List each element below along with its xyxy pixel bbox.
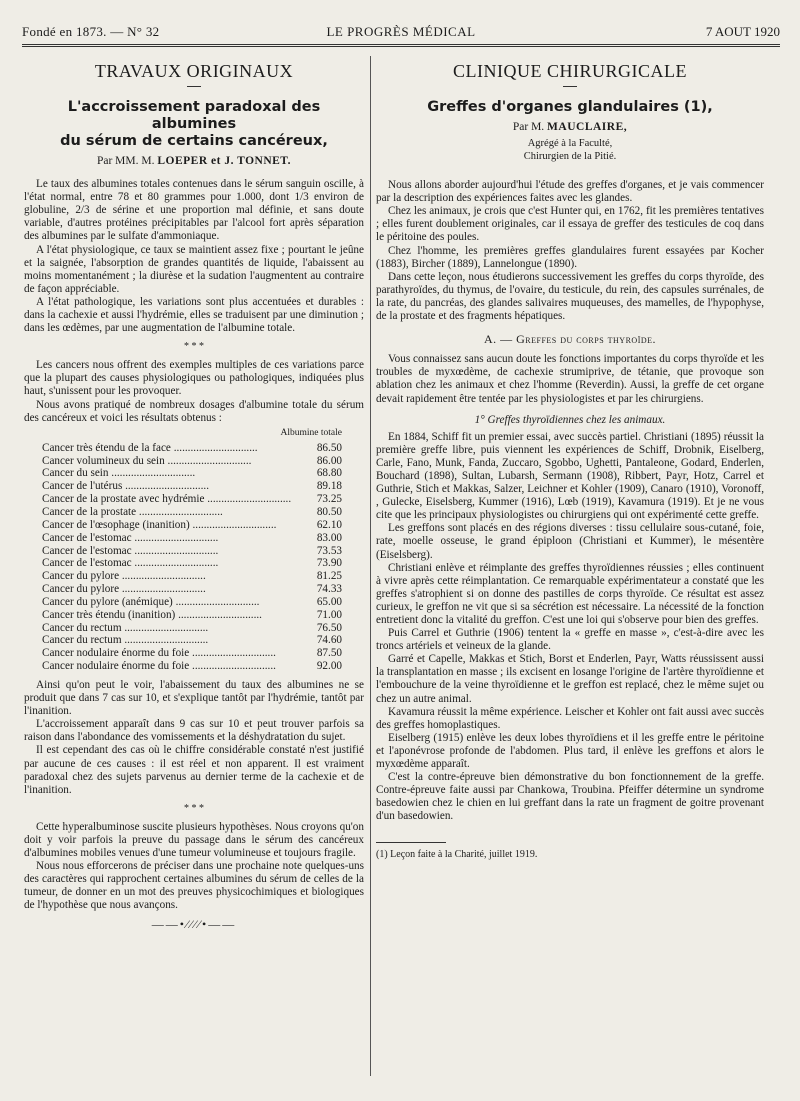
article-title: Greffes d'organes glandulaires (1), [427,99,713,115]
table-row [42,660,342,673]
paragraph: Nous allons aborder aujourd'hui l'étude des greffes d'organes, et je vais commencer par la description des expériences faites avec les glandes. [376,179,764,205]
subsection-heading-2-text: 1° Greffes thyroïdiennes chez les animaux. [474,413,666,426]
table-row [42,634,342,647]
left-column [24,56,364,932]
paragraph: L'accroissement apparaît dans 9 cas sur 10 et peut trouver parfois sa raison dans l'abondance des vomissements et la déshydratation du sujet. [24,718,364,744]
row-value: 68.80 [316,467,342,480]
paragraph: Cette hyperalbuminose suscite plusieurs hypothèses. Nous croyons qu'on doit y voir parfois la preuve du passage dans le sérum des cancéreux d'albumines mobiles venues d'une tumeur volumineuse et toujours fragile. [24,820,364,859]
row-label: Cancer volumineux du sein .............................. [42,454,252,467]
header-date: 7 AOUT 1920 [705,24,780,39]
row-value: 87.50 [316,647,342,660]
header-founding-issue: Fondé en 1873. — N° 32 [22,24,160,39]
table-row [42,570,342,583]
row-label: Cancer de l'estomac .............................. [42,557,219,570]
authors-names: LOEPER et J. TONNET. [157,155,292,167]
row-value: 89.18 [316,480,342,493]
row-value: 80.50 [316,506,342,518]
paragraph: Il est cependant des cas où le chiffre considérable constaté n'est justifié par aucune de ces causes : il est réel et non apparent. Il est vraiment paradoxal chez des sujets parvenus au dernier terme de la cachexie et de l'inanition. [24,744,364,796]
paragraph: Le taux des albumines totales contenues dans le sérum sanguin oscille, à l'état normal, entre 78 et 80 grammes pour 1.000, dont 1/3 environ de globuline, 2/3 de sérine et une proportion mal définie, et sans doute variable, d'autres protéines précipitables par l'alcool fort après séparation des albumines par le sulfate d'ammoniaque. [24,178,364,243]
row-label: Cancer de l'œsophage (inanition) .............................. [42,518,277,531]
table-row [42,493,342,506]
row-label: Cancer de l'utérus .............................. [42,480,209,493]
subsection-heading-2 [376,414,764,427]
row-value: 76.50 [316,621,342,634]
table-row [42,545,342,558]
row-value: 74.33 [316,583,342,596]
table-row [42,557,342,570]
author-name: MAUCLAIRE, [547,121,628,133]
footnote: (1) Leçon faite à la Charité, juillet 1919. [376,848,538,860]
paragraph: A l'état physiologique, ce taux se maintient assez fixe ; pourtant le jeûne et la saignée, l'absorption de grandes quantités de liquide, l'abaissent au moins momentanément ; la diurèse et la sudation l'augmentent au contraire de façon appréciable. [24,243,364,295]
row-value: 86.00 [316,454,342,467]
authors-prefix: Par MM. M. [96,155,155,167]
paragraph: En 1884, Schiff fit un premier essai, avec succès partiel. Christiani (1895) réussit la première greffe libre, puis viennent les expériences de Schiff, Drobnik, Eiselberg, Carle, Fano, Munk, Fanda, Zuccaro, Sgobbo, Ughetti, Pantaleone, Godard, Enderlen, Bouchard (1898), Sultan, Lubarsh, Sermann (1908), Ribbert, Payr, Hotz, Carrel et Guthrie, Stich et Makkas, Salzer, Leichner et Kohler (1909), Canaro (1910), Voronoff, , Gulecke, Eiselsberg, Kummer (1916), Lœb (1919), Kavamura (1919). Et je ne vous cite que les principaux physiologistes ou chirurgiens qui ont expérimenté cette greffe. [376,430,764,522]
paragraph: Kavamura réussit la même expérience. Leischer et Kohler ont fait aussi avec succès des greffes homoplastiques. [376,705,764,731]
asterism: * * * [184,802,204,814]
paragraph: Garré et Capelle, Makkas et Stich, Borst et Enderlen, Payr, Watts réussissent aussi la transplantation en masse ; ils excisent en losange l'origine de l'artère thyroïdienne et l'embouchure de la veine thyroïdienne et le greffon est replacé, chez le même sujet ou chez un autre animal. [376,653,764,705]
row-value: 92.00 [316,660,342,673]
author-affiliation-2: Chirurgien de la Pitié. [523,150,617,162]
row-label: Cancer du pylore .............................. [42,583,206,596]
section-title-clinique: CLINIQUE CHIRURGICALE [453,61,687,81]
row-value: 73.25 [316,493,342,506]
row-label: Cancer du pylore .............................. [42,570,206,583]
row-label: Cancer nodulaire énorme du foie .............................. [42,660,276,673]
title-dash [187,86,201,87]
table-row [42,532,342,545]
column-divider [370,56,371,1076]
paragraph: C'est la contre-épreuve bien démonstrative du bon fonctionnement de la greffe. Contre-épreuve faite aussi par Chankowa, Troubina. Pfeiffer détermine un syndrome basedowien chez le chien en lui greffant dans la rate un fragment de goitre provenant d'un basedowien. [376,771,764,823]
paragraph: Puis Carrel et Guthrie (1906) tentent la « greffe en masse », c'est-à-dire avec les troncs artériels et veineux de la glande. [376,627,764,653]
table-column-header: Albumine totale [280,427,342,438]
row-value: 73.90 [316,557,342,570]
header-rule [22,44,780,47]
table-row [42,622,342,635]
subsection-heading [376,333,764,347]
end-ornament: ——•⁄⁄⁄⁄•—— [151,917,237,932]
table-row [42,519,342,532]
row-value: 81.25 [316,570,342,583]
table-row [42,467,342,480]
row-label: Cancer de l'estomac .............................. [42,531,219,544]
row-value: 62.10 [316,518,342,531]
subsection-heading-text: A. — Greffes du corps thyroïde. [483,332,657,347]
row-label: Cancer du rectum .............................. [42,621,209,634]
article-author [376,121,764,134]
right-column [376,56,764,861]
row-value: 73.53 [316,544,342,557]
running-header [22,24,780,44]
author-prefix: Par M. [512,121,545,133]
row-label: Cancer du pylore (anémique) .............................. [42,595,260,608]
header-journal-title: LE PROGRÈS MÉDICAL [326,24,476,39]
row-value: 65.00 [316,595,342,608]
table-row [42,455,342,468]
row-label: Cancer de l'estomac .............................. [42,544,219,557]
table-row [42,647,342,660]
table-row [42,596,342,609]
article-title-line-1: L'accroissement paradoxal des albumines [67,99,321,132]
row-value: 74.60 [316,634,342,647]
table-row [42,583,342,596]
paragraph: Chez les animaux, je crois que c'est Hunter qui, en 1762, fit les premières tentatives ; elles furent doublement originales, car il essaya de greffer des testicules de coq dans le péritoine des poules. [376,205,764,244]
row-label: Cancer de la prostate .............................. [42,506,223,518]
paragraph: Eiselberg (1915) enlève les deux lobes thyroïdiens et il les greffe entre le péritoine et l'aponévrose profonde de l'abdomen. Plus tard, il enlève les greffons et alors le myxœdème apparaît. [376,731,764,771]
paragraph: Les greffons sont placés en des régions diverses : tissu cellulaire sous-cutané, foie, rate, moelle osseuse, le grand épiploon (Christiani et Kummer), le mésentère (Eiselsberg). [376,522,764,561]
article-title-line-2: du sérum de certains cancéreux, [60,133,328,149]
row-label: Cancer très étendu de la face .............................. [42,441,258,454]
paragraph: Dans cette leçon, nous étudierons successivement les greffes du corps thyroïde, des parathyroïdes, du thymus, de l'ovaire, du testicule, du rein, des capsules surrénales, de la rate, du pancréas, des glandes salivaires muqueuses, des mamelles, de l'hypophyse, de la prostate et des fragments hépatiques. [376,270,764,323]
table-row [42,506,342,519]
albumin-table [42,442,342,673]
paragraph: Vous connaissez sans aucun doute les fonctions importantes du corps thyroïde et les troubles de myxœdème, de cachexie strumiprive, de tétanie, que provoque son ablation chez les animaux et chez l'homme (Reverdin). Aussi, la greffe de cet organe devait rapidement être tentée par les physiologistes et par les chirurgiens. [376,353,764,405]
row-label: Cancer du sein .............................. [42,467,196,480]
row-label: Cancer de la prostate avec hydrémie .............................. [42,493,292,506]
table-row [42,609,342,622]
table-row [42,442,342,455]
row-value: 71.00 [316,608,342,621]
paragraph: Nous avons pratiqué de nombreux dosages d'albumine totale du sérum des cancéreux et voici les résultats obtenus : [24,398,364,424]
section-title-travaux: TRAVAUX ORIGINAUX [94,61,294,81]
table-row [42,480,342,493]
row-value: 83.00 [316,531,342,544]
paragraph: A l'état pathologique, les variations sont plus accentuées et durables : dans la cachexie et aussi l'hydrémie, elles se traduisent par une diminution ; dans les œdèmes, par une augmentation de l'albumine totale. [24,295,364,335]
paragraph: Ainsi qu'on peut le voir, l'abaissement du taux des albumines ne se produit que dans 7 cas sur 10, et s'explique tantôt par l'hydrémie, tantôt par l'inanition. [24,678,364,718]
asterism: * * * [184,341,204,353]
title-dash [563,86,577,87]
article-authors [24,155,364,168]
row-value: 86.50 [316,441,342,454]
paragraph: Chez l'homme, les premières greffes glandulaires furent essayées par Kocher (1883), Bircher (1889), Lannelongue (1890). [376,244,764,270]
paragraph: Nous nous efforcerons de préciser dans une prochaine note quelques-uns des caractères qui rapprochent certaines albumines du sérum de celles de la tumeur, de donner en un mot des preuves physicochimiques et biologiques de l'hypothèse que nous avançons. [24,860,364,912]
row-label: Cancer nodulaire énorme du foie .............................. [42,647,276,660]
row-label: Cancer du rectum .............................. [42,634,209,647]
footnote-rule [376,842,446,843]
row-label: Cancer très étendu (inanition) .............................. [42,608,262,621]
paragraph: Les cancers nous offrent des exemples multiples de ces variations parce que la plupart des causes physiologiques ou pathologiques, indiquées plus haut, s'unissent pour les provoquer. [24,359,364,398]
author-affiliation-1: Agrégé à la Faculté, [527,138,613,150]
paragraph: Christiani enlève et réimplante des greffes thyroïdiennes réussies ; elles continuent à vivre après cette réimplantation. Ce remarquable expérimentateur a constaté que les greffes s'atrophient si on donne des pastilles de corps thyroïde. Ce résultat est assez curieux, le greffon ne vit que si sa sécrétion est nécessaire. La nécessité de la fonction entretient donc la vitalité du greffon. C'est une loi qui s'observe pour bien des greffes. [376,561,764,626]
